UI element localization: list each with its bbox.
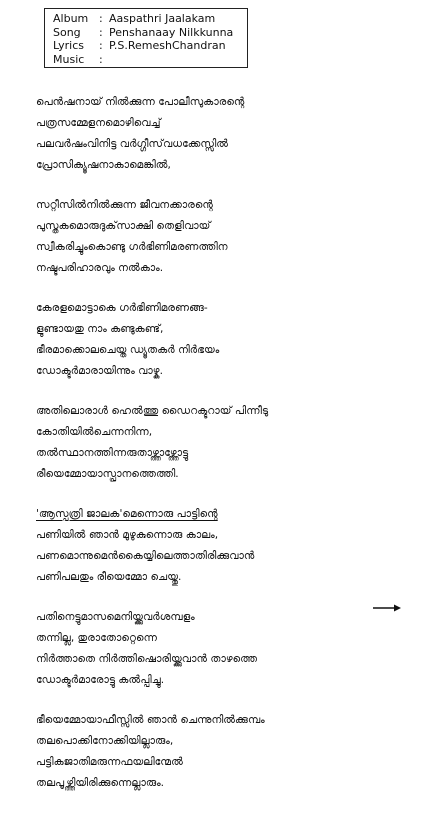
lyric-line: നിർത്താതെ നിർത്തിഷൊരിയ്ക്കുവാൻ താഴത്തെ — [36, 653, 258, 665]
lyrics-label: Lyrics — [53, 39, 84, 52]
song-label: Song — [53, 25, 81, 39]
lyric-line: തൽസ്ഥാനത്തിന്നരുതാഴ്ത്താഴ്ത്തോട്ടു — [36, 447, 189, 459]
lyrics-row — [53, 39, 241, 53]
lyrics-body — [36, 92, 409, 813]
lyric-line: സറ്റീസിൽനിൽക്കുന്ന ജീവനക്കാരന്റെ — [36, 199, 213, 211]
music-row — [53, 53, 241, 67]
lyric-line: അതിലൊരാൾ ഹെൽത്തു ഡൈറക്ടറായ് പിന്നീടു — [36, 405, 269, 417]
song-value: Penshanaay Nilkkunna — [109, 25, 234, 39]
stanza — [36, 92, 409, 176]
lyric-line: 'ആസ്പത്രി ജാലക'മെന്നൊരു പാട്ടിന്റെ — [36, 508, 218, 520]
lyrics-value: P.S.RemeshChandran — [109, 39, 226, 52]
lyric-line: പട്ടികജാതിമരുന്നഫയലിന്മേൽ — [36, 756, 183, 768]
lyric-line: പ്രോസിക്യൂഷനാകാമെങ്കിൽ, — [36, 159, 171, 171]
lyric-line: പലവർഷംവിനിട്ട വർഗ്ഗീസ്‌വധക്കേസ്സിൽ — [36, 138, 229, 150]
lyric-line: പത്രസമ്മേളനമൊഴിവെച്ച് — [36, 117, 161, 129]
lyric-line: പതിനെട്ടുമാസമെനിയ്ക്കുവർശമ്പളം — [36, 611, 195, 623]
lyric-line: ഡോക്ടർമാരായിന്നും വാഴ്കു. — [36, 365, 163, 377]
lyric-line: പണിപലതും രീയെമ്മോ ചെയ്തു. — [36, 571, 182, 583]
lyric-line: നഷ്ടപരിഹാരവും നൽകാം. — [36, 262, 164, 274]
music-label: Music — [53, 52, 85, 66]
lyric-line: പുസ്തകമൊരുദുക്‌സാക്ഷി തെളിവായ് — [36, 220, 211, 232]
lyric-line: ഭീരമാക്കൊലചെയ്ത ഡ്യൂതകർ നിർഭയം — [36, 344, 220, 356]
colon-separator: : — [99, 12, 103, 25]
colon-separator: : — [99, 25, 103, 39]
lyric-line: തന്നില്ല, തുരാതോറ്റെന്നെ — [36, 632, 157, 644]
stanza — [36, 504, 409, 588]
arrow-right-icon — [372, 603, 402, 613]
lyric-line: പണമൊന്നുമെൻകൈയ്യിലെത്താതിരിക്കുവാൻ — [36, 550, 255, 562]
album-row — [53, 12, 241, 26]
lyric-line: ഡോക്ടർമാരോട്ടു കൽപ്പിച്ചു. — [36, 674, 165, 686]
stanza — [36, 195, 409, 279]
album-label: Album — [53, 12, 89, 25]
colon-separator: : — [99, 52, 103, 66]
song-row — [53, 26, 241, 40]
stanza — [36, 710, 409, 794]
lyric-line: രീയെമ്മോയാസ്പ്രാനത്തെത്തി. — [36, 468, 179, 480]
colon-separator: : — [99, 39, 103, 52]
lyric-line: പെൻഷനായ് നിൽക്കുന്ന പോലീസുകാരന്റെ — [36, 96, 245, 108]
lyric-line: തലപൂഴ്ത്തിയിരിക്കുന്നെല്ലാരും. — [36, 777, 165, 789]
song-info-box — [44, 8, 248, 68]
lyric-line: തലപൊക്കിനോക്കിയില്ലാരും, — [36, 735, 174, 747]
lyric-line: കോതിയിൽചെന്നനിന്ന, — [36, 426, 153, 438]
lyric-line: സ്വീകരിച്ചുംകൊണ്ടു ഗർഭിണിമരണത്തിന — [36, 241, 228, 253]
lyric-line: കേരളമൊട്ടാകെ ഗർഭിണിമരണങ്ങ- — [36, 302, 208, 314]
lyric-line: പണിയിൽ ഞാൻ മുഴുകുന്നൊരു കാലം, — [36, 529, 219, 541]
music-value — [109, 53, 241, 67]
lyric-line: ഭീയെമ്മോയാഫീസ്സിൽ ഞാൻ ചെന്നുനിൽക്കുമ്പം — [36, 714, 265, 726]
stanza — [36, 607, 409, 691]
album-value: Aaspathri Jaalakam — [109, 12, 216, 25]
stanza — [36, 401, 409, 485]
lyric-line: ളുണ്ടായതു നാം കണ്ടുകണ്ട്, — [36, 323, 164, 335]
stanza — [36, 298, 409, 382]
